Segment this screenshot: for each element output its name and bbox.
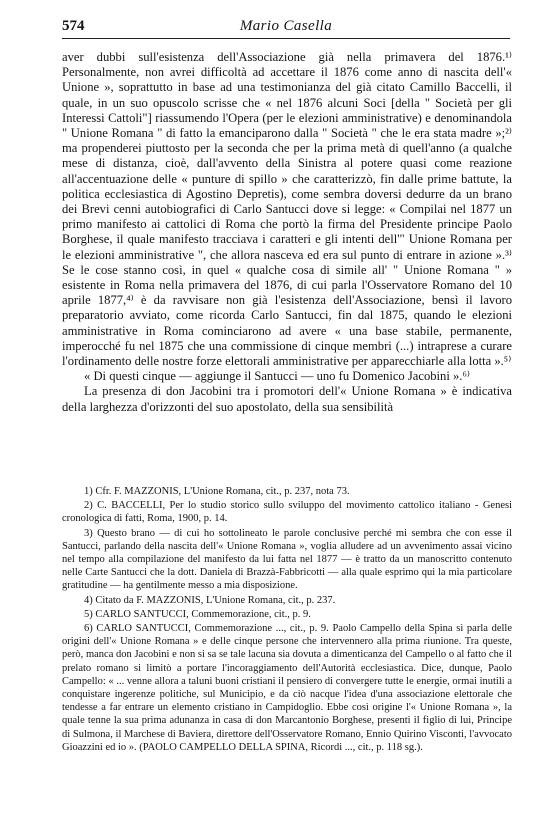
footnote: 4) Citato da F. MAZZONIS, L'Unione Romana, cit., p. 237. (84, 594, 336, 606)
body-paragraph: La presenza di don Jacobini tra i promotori dell'« Unione Romana » è indicativa della larghezza d'orizzonti del suo apostolato, della sua sensibilità (62, 384, 512, 414)
body-paragraph: « Di questi cinque — aggiunge il Santucci — uno fu Domenico Jacobini ».⁶⁾ (84, 369, 470, 384)
body-paragraph: aver dubbi sull'esistenza dell'Associazione già nella primavera del 1876.¹⁾ Personalmente, non avrei difficoltà ad accettare il 1876 come anno di nascita dell'« Unione », soprattutto in base ad una testimonianza del già citato Camillo Baccelli, il quale, in un suo opuscolo scrisse che « nel 1876 alcuni Soci [della " Società per gli Interessi Cattoli"] riassumendo l'Opera (per le elezioni amministrative) e denominandola " Unione Romana " di fatto la emanciparono dalla " Società " che le era stata madre »;²⁾ ma propenderei piuttosto per la seconda che per la prima metà di quell'anno (a qualche mese di distanza, cioè, dall'avvento della Sinistra al potere quasi come reazione all'accentuazione delle « punture di spillo » che caratterizzò, fin dalle prime battute, la politica ecclesiastica di Agostino Depretis), come sembra doversi dedurre da un brano dei Brevi cenni autobiografici di Carlo Santucci dove si legge: « Compilai nel 1877 un primo manifesto ai cattolici di Roma che portò la firma del Presidente principe Paolo Borghese, il quale manifesto tracciava i caratteri e gli intenti dell'" Unione Romana per le elezioni amministrative ", che allora nasceva ed era sul punto di entrare in azione ».³⁾ Se le cose stanno così, in quel « qualche cosa di simile all' " Unione Romana " » esistente in Roma nella primavera del 1876, di cui parla l'Osservatore Romano del 10 aprile 1877,⁴⁾ è da ravvisare non già l'esistenza dell'Associazione, bensì il lavoro preparatorio avviato, come ricorda Carlo Santucci, fin dal 1875, quando le elezioni amministrative in Roma cominciarono ad avere « una base stabile, permanente, imperocché fu nel 1875 che una commissione di cinque membri (...) intraprese a curare l'ordinamento delle nostre forze elettorali amministrative per apparecchiarle alla lotta ».⁵⁾ (62, 50, 512, 369)
page-number: 574 (62, 18, 85, 34)
footnote: 6) CARLO SANTUCCI, Commemorazione ..., cit., p. 9. Paolo Campello della Spina sì parla delle origini dell'« Unione Romana » e delle cinque persone che intervennero alla prima riunione. Tra queste, però, manca don Jacobini e non si sa se tale lacuna sia dovuta a dimenticanza del Campello o al fatto che il prelato romano si limitò a portare l'incoraggiamento dell'Autorità ecclesiastica. Dice, dunque, Paolo Campello: « ... venne allora a taluni buoni cristiani il pensiero di convergere tutte le energie, ormai inutili a conquistare ingerenze politiche, sul Municipio, e da ciò nacque l'idea d'una associazione elettorale che tendesse a far entrare un elemento cristiano in Campidoglio. Ebbe così origine l'« Unione Romana », la quale tenne la sua prima adunanza in casa di don Marcantonio Borghese, presenti il figlio di lui, Principe di Sulmona, il Marchese di Baviera, direttore dell'Osservatore Romano, Ennio Quirino Visconti, l'avvocato Gioazzini ed io ». (PAOLO CAMPELLO DELLA SPINA, Ricordi ..., cit., p. 118 sg.). (62, 623, 512, 753)
footnote: 3) Questo brano — di cui ho sottolineato le parole conclusive perché mi sembra che con esse il Santucci, parlando della nascita dell'« Unione Romana », voglia alludere ad un avvenimento assai vicino nel tempo alla compilazione del manifesto da lui fatta nel 1877 — è tratto da un manoscritto contenuto nelle Carte Santucci che la dott. Daniela di Brazzà-Fabbricotti — alla quale esprimo qui la mia particolare gratitudine — ha gentilmente messo a mia disposizione. (62, 527, 512, 592)
page-header (62, 16, 510, 38)
main-text (62, 50, 512, 415)
footnote: 5) CARLO SANTUCCI, Commemorazione, cit., p. 9. (84, 608, 311, 620)
header-rule (62, 38, 510, 39)
footnotes (62, 485, 512, 755)
footnote: 1) Cfr. F. MAZZONIS, L'Unione Romana, cit., p. 237, nota 73. (84, 486, 350, 497)
footnote: 2) C. BACCELLI, Per lo studio storico sullo sviluppo del movimento cattolico italiano - Genesi cronologica di fatti, Roma, 1900, p. 14. (62, 500, 512, 525)
running-head: Mario Casella (239, 18, 333, 34)
